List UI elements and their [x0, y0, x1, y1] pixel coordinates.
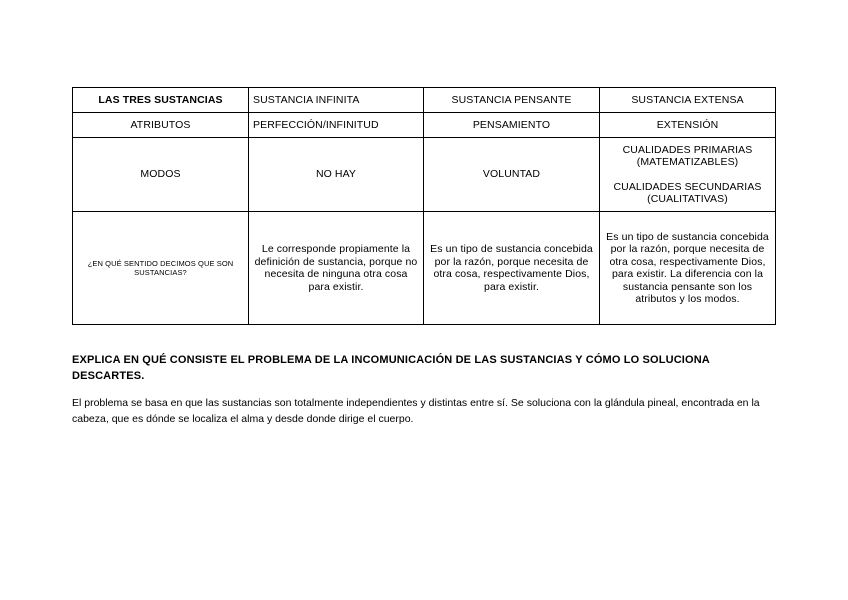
atributos-extensa-cell: EXTENSIÓN [600, 113, 776, 138]
cell-spacer [604, 169, 771, 181]
substances-table [72, 87, 776, 325]
atributos-pensante-cell: PENSAMIENTO [424, 113, 600, 138]
header-sustancia-extensa: SUSTANCIA EXTENSA [600, 88, 776, 113]
cualidades-secundarias-text: CUALIDADES SECUNDARIAS (CUALITATIVAS) [613, 180, 762, 205]
cualidades-primarias-text: CUALIDADES PRIMARIAS (MATEMATIZABLES) [622, 143, 753, 168]
header-sustancia-pensante: SUSTANCIA PENSANTE [424, 88, 600, 113]
question-heading: EXPLICA EN QUÉ CONSISTE EL PROBLEMA DE LA INCOMUNICACIÓN DE LAS SUSTANCIAS Y CÓMO LO SOLUCIONA DESCARTES. [72, 354, 710, 382]
answer-paragraph: El problema se basa en que las sustancias son totalmente independientes y distintas entre sí. Se soluciona con la glándula pineal, encontrada en la cabeza, que es dónde se localiza el alma y desde donde dirige el cuerpo. [72, 397, 760, 425]
modos-pensante-cell: VOLUNTAD [424, 138, 600, 212]
sentido-infinita-cell: Le corresponde propiamente la definición de sustancia, porque no necesita de ninguna otra cosa para existir. [249, 212, 424, 325]
row-label-atributos: ATRIBUTOS [73, 113, 249, 138]
sentido-extensa-cell: Es un tipo de sustancia concebida por la razón, porque necesita de otra cosa, respectivamente Dios, para existir. La diferencia con la sustancia pensante son los atributos y los modos. [600, 212, 776, 325]
atributos-infinita-cell: PERFECCIÓN/INFINITUD [249, 113, 424, 138]
table-header-row [73, 88, 776, 113]
table-row-sentido [73, 212, 776, 325]
header-sustancia-infinita: SUSTANCIA INFINITA [249, 88, 424, 113]
row-label-modos: MODOS [73, 138, 249, 212]
table-row-modos [73, 138, 776, 212]
modos-extensa-cell [600, 138, 776, 212]
table-title-cell: LAS TRES SUSTANCIAS [73, 88, 249, 113]
table-row-atributos [73, 113, 776, 138]
sentido-pensante-cell: Es un tipo de sustancia concebida por la razón, porque necesita de otra cosa, respectivamente Dios, para existir. [424, 212, 600, 325]
row-label-sentido: ¿EN QUÉ SENTIDO DECIMOS QUE SON SUSTANCIAS? [73, 212, 249, 325]
modos-infinita-cell: NO HAY [249, 138, 424, 212]
